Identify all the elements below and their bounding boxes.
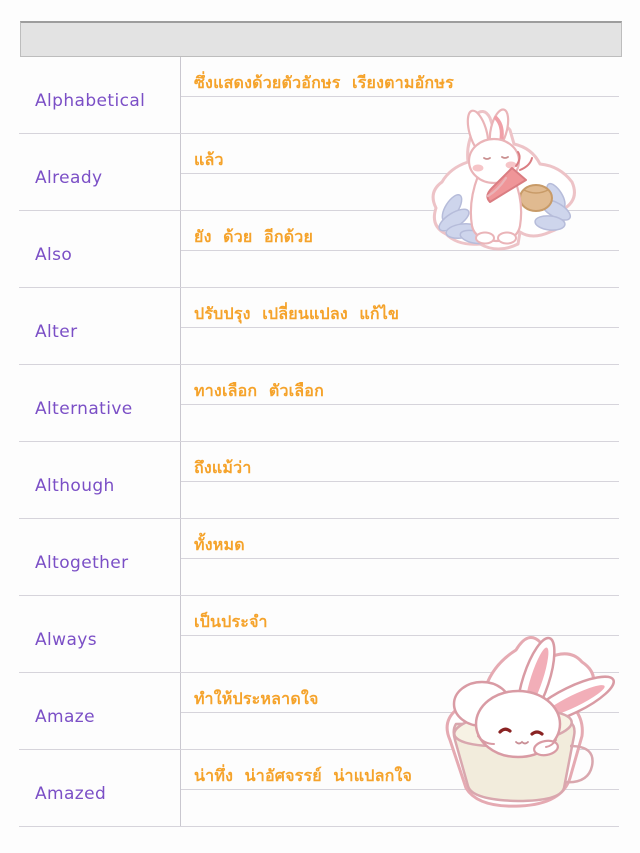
thai-meaning: ซึ่งแสดงด้วยตัวอักษร เรียงตามอักษร — [181, 57, 619, 97]
empty-ruled-line — [181, 97, 619, 133]
english-word: Amaze — [19, 673, 181, 749]
thai-meaning: ทั้งหมด — [181, 519, 619, 559]
thai-meaning: ยัง ด้วย อีกด้วย — [181, 211, 619, 251]
empty-ruled-line — [181, 713, 619, 749]
english-word: Although — [19, 442, 181, 518]
thai-meaning: เป็นประจำ — [181, 596, 619, 636]
meaning-cell — [181, 57, 619, 133]
english-word: Alternative — [19, 365, 181, 441]
english-word: Altogether — [19, 519, 181, 595]
table-row — [19, 596, 619, 673]
header-bar — [20, 21, 622, 57]
table-row — [19, 519, 619, 596]
meaning-cell — [181, 365, 619, 441]
thai-meaning: น่าทึ่ง น่าอัศจรรย์ น่าแปลกใจ — [181, 750, 619, 790]
table-row — [19, 442, 619, 519]
table-row — [19, 673, 619, 750]
empty-ruled-line — [181, 174, 619, 210]
table-row — [19, 750, 619, 827]
table-row — [19, 134, 619, 211]
empty-ruled-line — [181, 405, 619, 441]
meaning-cell — [181, 750, 619, 826]
empty-ruled-line — [181, 328, 619, 364]
vocab-table — [19, 57, 619, 827]
english-word: Always — [19, 596, 181, 672]
table-row — [19, 288, 619, 365]
english-word: Also — [19, 211, 181, 287]
english-word: Alphabetical — [19, 57, 181, 133]
empty-ruled-line — [181, 790, 619, 826]
english-word: Already — [19, 134, 181, 210]
meaning-cell — [181, 519, 619, 595]
empty-ruled-line — [181, 482, 619, 518]
meaning-cell — [181, 134, 619, 210]
thai-meaning: แล้ว — [181, 134, 619, 174]
thai-meaning: ถึงแม้ว่า — [181, 442, 619, 482]
table-row — [19, 365, 619, 442]
meaning-cell — [181, 211, 619, 287]
vocab-table-body — [19, 57, 619, 827]
meaning-cell — [181, 288, 619, 364]
meaning-cell — [181, 442, 619, 518]
empty-ruled-line — [181, 251, 619, 287]
empty-ruled-line — [181, 636, 619, 672]
thai-meaning: ปรับปรุง เปลี่ยนแปลง แก้ไข — [181, 288, 619, 328]
thai-meaning: ทำให้ประหลาดใจ — [181, 673, 619, 713]
english-word: Alter — [19, 288, 181, 364]
table-row — [19, 57, 619, 134]
english-word: Amazed — [19, 750, 181, 826]
empty-ruled-line — [181, 559, 619, 595]
thai-meaning: ทางเลือก ตัวเลือก — [181, 365, 619, 405]
table-row — [19, 211, 619, 288]
meaning-cell — [181, 596, 619, 672]
meaning-cell — [181, 673, 619, 749]
